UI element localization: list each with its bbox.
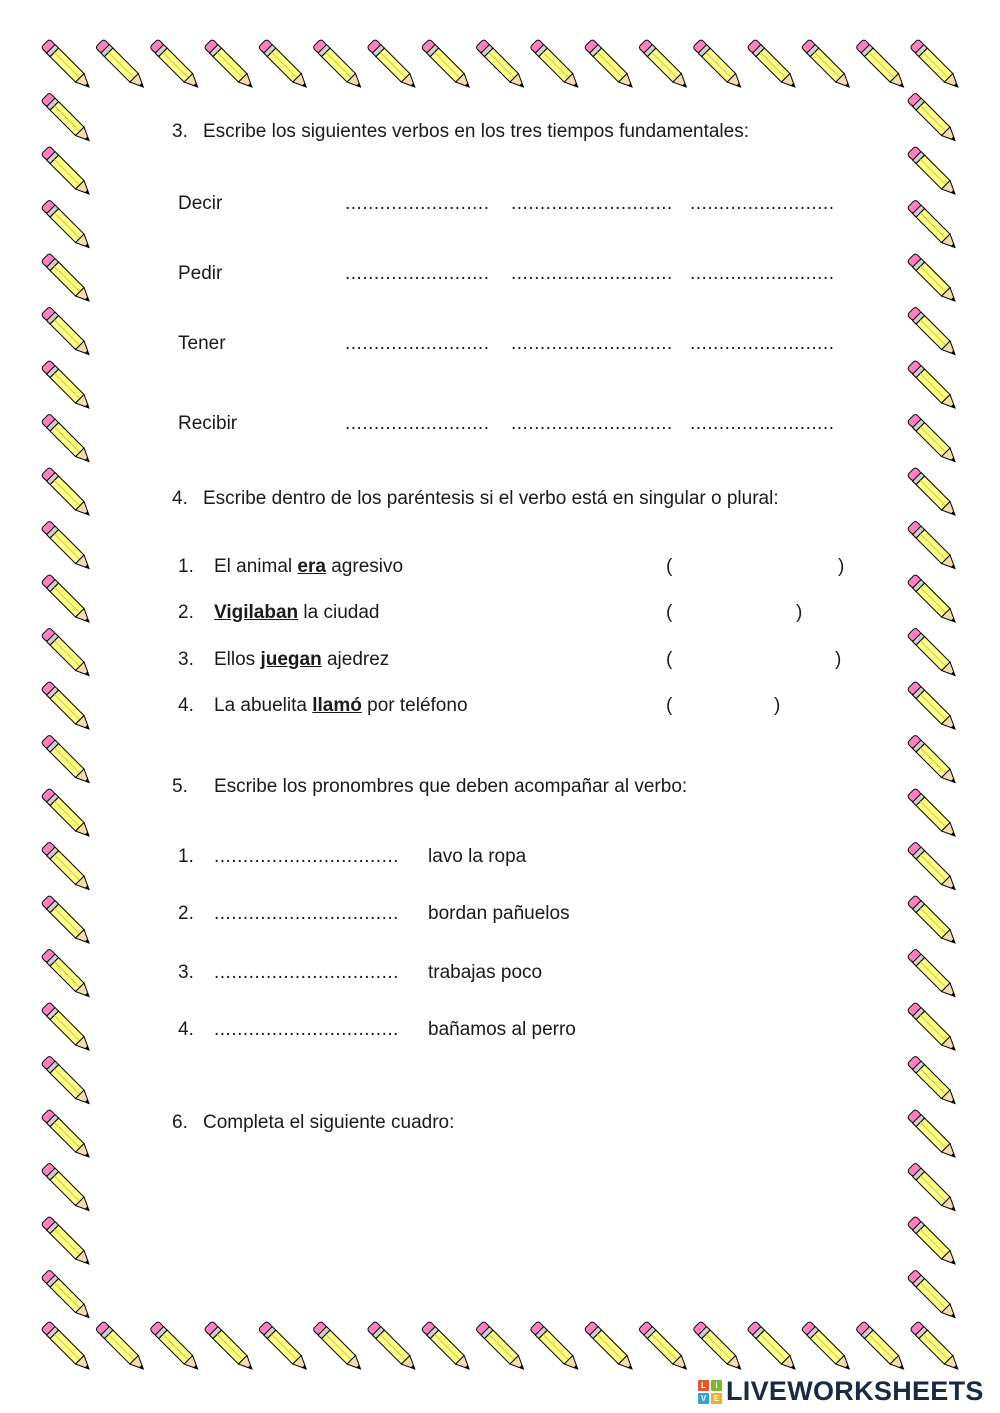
pencil-icon	[41, 306, 93, 358]
pencil-icon	[41, 895, 93, 947]
q4-verb: era	[297, 556, 326, 577]
pencil-icon	[638, 1321, 690, 1373]
q4-verb: Vigilaban	[214, 602, 299, 623]
pencil-icon	[907, 1216, 959, 1268]
q4-item-number: 3.	[178, 649, 194, 670]
q4-title: Escribe dentro de los paréntesis si el verbo está en singular o plural:	[203, 488, 779, 509]
pencil-icon	[907, 948, 959, 1000]
pencil-icon	[584, 1321, 636, 1373]
q4-paren-close: )	[774, 695, 781, 716]
q4-post: por teléfono	[361, 695, 468, 716]
q4-number: 4.	[172, 488, 188, 509]
logo-cube: V	[698, 1393, 709, 1404]
q3-blank[interactable]: ............................	[511, 413, 673, 434]
q3-blank[interactable]: ............................	[511, 263, 673, 284]
q5-item-text: bañamos al perro	[428, 1019, 576, 1040]
pencil-icon	[475, 39, 527, 91]
liveworksheets-logo[interactable]	[698, 1376, 984, 1407]
q5-number: 5.	[172, 776, 188, 797]
q4-post: la ciudad	[298, 602, 380, 623]
pencil-icon	[41, 199, 93, 251]
q4-pre: El animal	[214, 556, 298, 577]
pencil-icon	[367, 1321, 419, 1373]
q5-item-text: bordan pañuelos	[428, 903, 570, 924]
pencil-icon	[907, 895, 959, 947]
pencil-icon	[41, 841, 93, 893]
pencil-icon	[41, 253, 93, 305]
q5-item-text: trabajas poco	[428, 962, 543, 983]
q4-paren-open: (	[666, 602, 673, 623]
q4-item-number: 1.	[178, 556, 194, 577]
pencil-icon	[693, 39, 745, 91]
q3-verb-tener: Tener	[178, 333, 226, 354]
q5-item-number: 3.	[178, 962, 194, 983]
q5-item-number: 1.	[178, 846, 194, 867]
pencil-icon	[41, 39, 93, 91]
pencil-icon	[41, 520, 93, 572]
pencil-icon	[41, 681, 93, 733]
q3-blank[interactable]: .........................	[690, 263, 835, 284]
pencil-icon	[907, 1269, 959, 1321]
pencil-icon	[95, 1321, 147, 1373]
pencil-icon	[41, 92, 93, 144]
logo-text: LIVEWORKSHEETS	[726, 1376, 984, 1406]
q5-blank[interactable]: ................................	[214, 962, 399, 983]
q4-paren-open: (	[666, 556, 673, 577]
pencil-icon	[801, 39, 853, 91]
pencil-icon	[41, 948, 93, 1000]
pencil-icon	[907, 734, 959, 786]
q4-paren-open: (	[666, 649, 673, 670]
q4-item-number: 2.	[178, 602, 194, 623]
pencil-icon	[41, 1216, 93, 1268]
logo-cube: E	[711, 1393, 722, 1404]
q4-item-sentence	[214, 695, 468, 717]
q4-verb: juegan	[260, 649, 322, 670]
pencil-icon	[907, 1162, 959, 1214]
pencil-icon	[95, 39, 147, 91]
pencil-icon	[907, 1055, 959, 1107]
pencil-icon	[421, 39, 473, 91]
q3-verb-pedir: Pedir	[178, 263, 223, 284]
logo-cube: I	[711, 1380, 722, 1391]
q4-item-sentence	[214, 556, 403, 578]
q4-post: agresivo	[325, 556, 404, 577]
pencil-icon	[41, 360, 93, 412]
pencil-icon	[41, 788, 93, 840]
pencil-icon	[475, 1321, 527, 1373]
q4-pre: La abuelita	[214, 695, 313, 716]
pencil-icon	[747, 39, 799, 91]
pencil-icon	[41, 627, 93, 679]
pencil-icon	[312, 1321, 364, 1373]
q4-verb: llamó	[312, 695, 362, 716]
pencil-icon	[41, 574, 93, 626]
pencil-icon	[907, 306, 959, 358]
pencil-icon	[801, 1321, 853, 1373]
q4-paren-close: )	[796, 602, 803, 623]
pencil-icon	[693, 1321, 745, 1373]
q3-blank[interactable]: .........................	[345, 263, 490, 284]
pencil-icon	[530, 39, 582, 91]
pencil-icon	[204, 39, 256, 91]
pencil-icon	[204, 1321, 256, 1373]
q6-number: 6.	[172, 1112, 188, 1133]
pencil-icon	[907, 92, 959, 144]
pencil-icon	[41, 413, 93, 465]
pencil-icon	[41, 1109, 93, 1161]
q5-blank[interactable]: ................................	[214, 846, 399, 867]
pencil-icon	[747, 1321, 799, 1373]
pencil-icon	[907, 199, 959, 251]
pencil-icon	[907, 627, 959, 679]
logo-cube: L	[698, 1380, 709, 1391]
q4-answer-box[interactable]	[680, 556, 830, 578]
q5-blank[interactable]: ................................	[214, 903, 399, 924]
pencil-icon	[907, 574, 959, 626]
pencil-icon	[41, 1269, 93, 1321]
q5-title: Escribe los pronombres que deben acompañar al verbo:	[214, 776, 688, 797]
pencil-icon	[855, 1321, 907, 1373]
pencil-icon	[41, 467, 93, 519]
q4-paren-close: )	[835, 649, 842, 670]
pencil-icon	[907, 360, 959, 412]
pencil-icon	[907, 681, 959, 733]
q3-blank[interactable]: .........................	[345, 333, 490, 354]
q3-blank[interactable]: .........................	[345, 413, 490, 434]
q3-blank[interactable]: .........................	[690, 333, 835, 354]
q4-paren-close: )	[838, 556, 845, 577]
pencil-icon	[910, 1321, 962, 1373]
pencil-icon	[584, 39, 636, 91]
q5-item-text: lavo la ropa	[428, 846, 527, 867]
pencil-icon	[530, 1321, 582, 1373]
q3-number: 3.	[172, 121, 188, 142]
pencil-icon	[907, 788, 959, 840]
q3-title: Escribe los siguientes verbos en los tres tiempos fundamentales:	[203, 121, 749, 142]
pencil-icon	[41, 1162, 93, 1214]
q5-blank[interactable]: ................................	[214, 1019, 399, 1040]
pencil-icon	[910, 39, 962, 91]
pencil-icon	[41, 734, 93, 786]
logo-cubes-icon	[698, 1380, 722, 1404]
pencil-icon	[907, 253, 959, 305]
pencil-icon	[907, 841, 959, 893]
pencil-icon	[855, 39, 907, 91]
pencil-icon	[312, 39, 364, 91]
pencil-icon	[421, 1321, 473, 1373]
q3-blank[interactable]: .........................	[690, 413, 835, 434]
pencil-icon	[907, 413, 959, 465]
q3-blank[interactable]: .........................	[690, 193, 835, 214]
q4-item-number: 4.	[178, 695, 194, 716]
pencil-icon	[907, 146, 959, 198]
q4-item-sentence	[214, 649, 389, 671]
q4-answer-box[interactable]	[680, 695, 770, 717]
pencil-icon	[150, 1321, 202, 1373]
pencil-icon	[41, 146, 93, 198]
pencil-icon	[638, 39, 690, 91]
q4-pre: Ellos	[214, 649, 261, 670]
q3-blank[interactable]: ............................	[511, 333, 673, 354]
pencil-icon	[907, 520, 959, 572]
pencil-icon	[150, 39, 202, 91]
pencil-icon	[41, 1055, 93, 1107]
q5-item-number: 2.	[178, 903, 194, 924]
pencil-icon	[258, 1321, 310, 1373]
q3-verb-decir: Decir	[178, 193, 223, 214]
q4-answer-box[interactable]	[680, 602, 790, 624]
pencil-icon	[41, 1002, 93, 1054]
q4-paren-open: (	[666, 695, 673, 716]
pencil-icon	[367, 39, 419, 91]
pencil-icon	[41, 1321, 93, 1373]
pencil-icon	[907, 467, 959, 519]
pencil-icon	[258, 39, 310, 91]
q4-item-sentence	[214, 602, 379, 624]
pencil-icon	[907, 1109, 959, 1161]
q6-title: Completa el siguiente cuadro:	[203, 1112, 455, 1133]
q4-post: ajedrez	[321, 649, 390, 670]
q5-item-number: 4.	[178, 1019, 194, 1040]
q4-answer-box[interactable]	[680, 649, 830, 671]
q3-blank[interactable]: ............................	[511, 193, 673, 214]
q3-verb-recibir: Recibir	[178, 413, 238, 434]
pencil-icon	[907, 1002, 959, 1054]
q3-blank[interactable]: .........................	[345, 193, 490, 214]
